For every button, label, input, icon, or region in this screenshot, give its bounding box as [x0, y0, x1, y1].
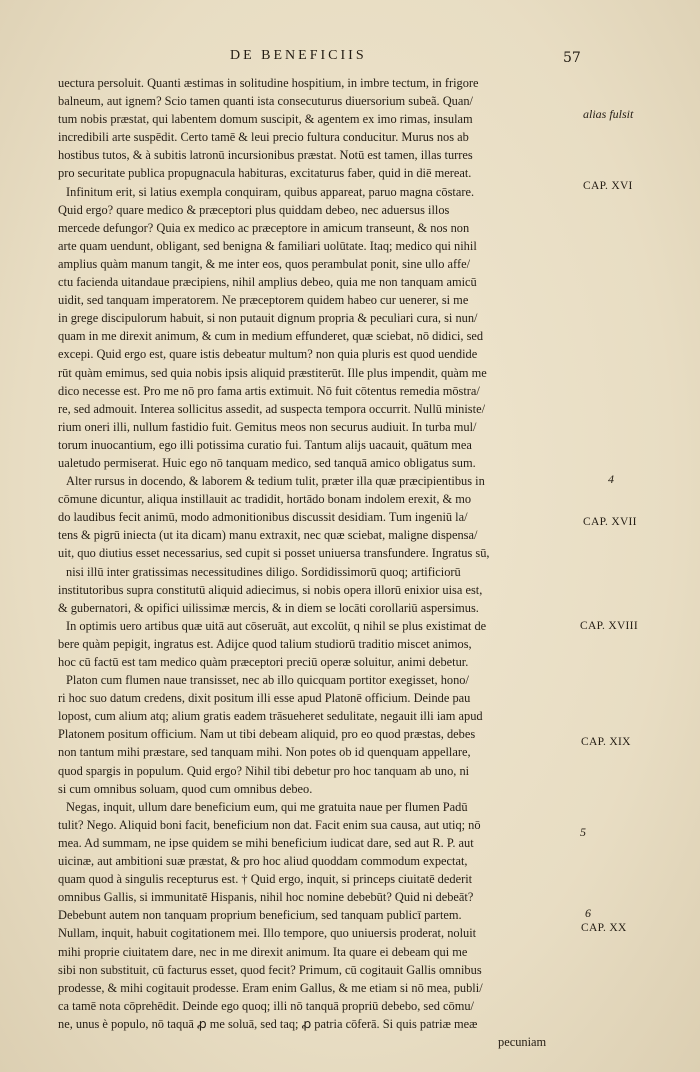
text-line: ri hoc suo datum credens, dixit positum illi esse apud Platonē officium. Deinde pau: [58, 691, 471, 706]
text-line: Debebunt autem non tanquam proprium beneficium, sed tanquam publicī partem.: [58, 908, 462, 923]
text-line: excepi. Quid ergo est, quare istis debeatur multum? non quia pluris est quod uendide: [58, 347, 478, 362]
text-line: do laudibus fecit animū, modo admonitionibus discussit desidiam. Tum ingeniū la/: [58, 510, 468, 525]
text-line: rūt quàm emimus, sed quia nobis ipsis aliquid præstiterūt. Ille plus impendit, quàm me: [58, 365, 487, 380]
text-line: tulit? Nego. Aliquid boni facit, beneficium non dat. Facit enim sua causa, aut utiq; nō: [58, 817, 481, 832]
text-line: incredibili arte suspēdit. Certo tamē & leui precio fultura conducitur. Murus nos ab: [58, 130, 469, 145]
text-line: amplius quàm manum tangit, & me inter eos, quos perambulat ponit, sine ullo affe/: [58, 256, 471, 271]
text-line: hoc cū factū est tam medico quàm præceptori preciū operæ soluitur, animi debetur.: [58, 655, 469, 669]
text-line: uicinæ, aut ambitioni suæ præstat, & pro hoc aliud quoddam commodum expectat,: [58, 854, 468, 869]
text-line: torum inuocantium, ego illi potissima curatio fui. Tantum alijs uacauit, quātum mea: [58, 437, 472, 452]
chapter-heading-xx: CAP. XX: [581, 922, 627, 934]
running-head: DE BENEFICIIS: [230, 48, 367, 63]
body-text: [58, 74, 578, 1051]
text-line: Platon cum flumen naue transisset, nec ab illo quicquam portitor exegisset, hono/: [66, 673, 469, 688]
text-line: balneum, aut ignem? Scio tamen quanti ista consecuturus diuersorium subeã. Quan/: [58, 94, 473, 109]
text-line: tens & pigrū iniecta (ut ita dicam) manu extraxit, nec quæ sciebat, maligne dispensa/: [58, 528, 478, 543]
text-line: institutoribus supra constitutū aliquid adiecimus, si nobis opera illorū enixior uisa est,: [58, 582, 483, 597]
text-line: uidit, sed tanquam imperatorem. Ne præceptorem quidem habeo cur uenerer, si me: [58, 293, 469, 308]
text-line: ca tamē nota cōprehēdit. Deinde ego quoq; illi nō tanquā propriū debebo, sed cōmu/: [58, 998, 474, 1013]
page-number: 57: [563, 50, 581, 66]
text-line: & gubernatori, & opifici uilissimæ mercis, & in diem se locāti corollariū aspersimus.: [58, 600, 479, 615]
chapter-heading-xvi: CAP. XVI: [583, 180, 633, 192]
text-line: pro securitate publica propugnacula habituras, excitaturus faber, quid in diē mereat.: [58, 166, 472, 181]
text-line: ne, unus è populo, nō taquā ꝓ me soluā, sed taq; ꝓ patria cōferā. Si quis patriæ meæ: [58, 1016, 478, 1031]
chapter-heading-xviii: CAP. XVIII: [580, 620, 638, 632]
text-line: quam in me direxit animum, & cum in medium effunderet, quæ sciebat, nō didici, sed: [58, 329, 484, 344]
text-line: Infinitum erit, si latius exempla conquiram, quibus appareat, paruo magna cōstare.: [66, 184, 475, 199]
text-line: re, sed admouit. Interea sollicitus assedit, ad suspecta tempora occurrit. Nullū ministe/: [58, 401, 486, 416]
text-line: rium oneri illi, nullum fastidio fuit. Gemitus meos non securus audiuit. In turba mul/: [58, 419, 477, 434]
text-line: Alter rursus in docendo, & laborem & tedium tulit, præter illa quæ præcipientibus in: [66, 474, 485, 489]
text-line: mea. Ad summam, ne ipse quidem se mihi beneficium iudicat dare, sed aut R. P. aut: [58, 835, 474, 850]
text-line: ctu facienda uitandaue præcipiens, nihil amplius debeo, quia me non tanquam amicū: [58, 275, 477, 290]
margin-note-6: 6: [585, 906, 591, 920]
text-line: dico necesse est. Pro me nō pro fama artis extimuit. Nō fuit cōtentus remedia mōstra/: [58, 383, 480, 398]
text-line: cōmune dicuntur, aliqua instillauit ac tradidit, hortādo bonam indolem erexit, & mo: [58, 492, 472, 507]
text-line: prodesse, & mihi cogitauit prodesse. Eram enim Gallus, & me etiam si nō mea, publi/: [58, 980, 483, 995]
text-line: quam quod à singulis recepturus est. † Quid ergo, inquit, si princeps ciuitatē dederit: [58, 872, 473, 887]
text-line: quod spargis in populum. Quid ergo? Nihil tibi debetur pro hoc tanquam ab uno, ni: [58, 763, 470, 778]
text-line: hostibus tutos, & à subitis latronū incursionibus præstat. Notū est tamen, illas turres: [58, 148, 473, 163]
text-line: sibi non substituit, cū facturus esset, quod fecit? Primum, cū cogitauit Gallis omnibus: [58, 962, 482, 977]
text-line: in grege discipulorum habuit, si non putauit dignum propria & peculiari cura, si nun/: [58, 311, 478, 326]
text-line: Quid ergo? quare medico & præceptori plus quiddam debeo, nec aduersus illos: [58, 202, 450, 217]
text-line: uit, quo diutius esset necessarius, sed cupit si posset uniuersa transfundere. Ingratus sū,: [58, 546, 490, 561]
text-line: bere quàm pepigit, ingratus est. Adijce quod talium studiorū traditio miscet animos,: [58, 636, 472, 651]
text-line: mercede defungor? Quia ex medico ac præceptore in amicum transeunt, & nos non: [58, 220, 470, 235]
text-line: non tantum mihi præstare, sed tanquam mihi. Non potes ob id quenquam appellare,: [58, 745, 471, 760]
text-line: si cum omnibus soluam, quod cum omnibus debeo.: [58, 781, 313, 796]
text-line: lopost, cum alium atq; alium gratis eadem trāsueheret sedulitate, negauit illi iam apud: [58, 709, 483, 724]
chapter-heading-xvii: CAP. XVII: [583, 516, 637, 528]
text-line: In optimis uero artibus quæ uitā aut cōseruāt, aut excolūt, q nihil se plus existimat de: [66, 618, 487, 633]
text-line: arte quam uendunt, obligant, sed benigna & familiari uolūtate. Itaq; medico qui nihil: [58, 238, 477, 253]
text-line: Negas, inquit, ullum dare beneficium eum, qui me gratuita naue per flumen Padū: [66, 799, 468, 814]
text-line: ualetudo permiserat. Huic ego nō tanquam medico, sed tanquā amico obligatus sum.: [58, 455, 476, 470]
text-line: nisi illū inter gratissimas necessitudines diligo. Sordidissimorū quoq; artificiorū: [66, 564, 461, 579]
text-line: omnibus Gallis, si immunitatē Hispanis, nihil hoc nomine debebūt? Quid ni debeāt?: [58, 890, 474, 905]
text-line: uectura persoluit. Quanti æstimas in solitudine hospitium, in imbre tectum, in frigore: [58, 76, 479, 90]
text-line: pecuniam: [498, 1034, 547, 1049]
margin-note-4: 4: [608, 472, 614, 486]
text-line: Nullam, inquit, habuit cogitationem mei. Illo tempore, quo uniuersis proderat, noluit: [58, 926, 477, 941]
margin-note-5: 5: [580, 825, 586, 839]
chapter-heading-xix: CAP. XIX: [581, 736, 631, 748]
text-line: mihi proprie ciuitatem dare, nec in me direxit animum. Ita quare ei debeam qui me: [58, 944, 468, 959]
text-line: tum nobis præstat, qui labentem domum suscipit, & agentem ex imo rimas, insulam: [58, 112, 473, 127]
margin-note-alias-fulsit: alias fulsit: [583, 107, 634, 121]
text-line: Platonem positum officium. Nam ut tibi debeam aliquid, pro eo quod præstas, debes: [58, 727, 476, 742]
